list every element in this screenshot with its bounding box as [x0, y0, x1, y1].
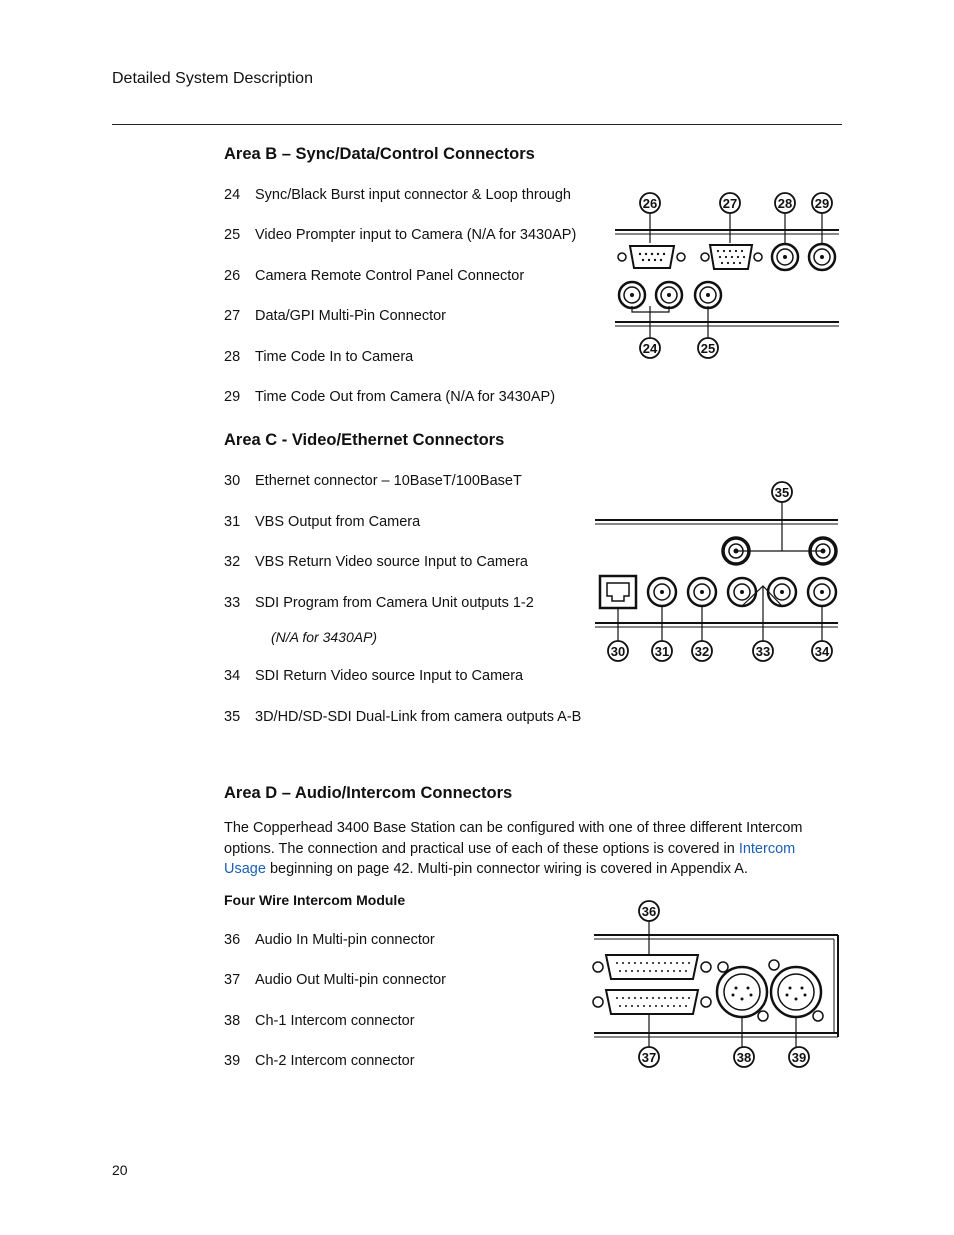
item-text: Ch-2 Intercom connector — [255, 1053, 415, 1069]
callout-label: 36 — [641, 904, 657, 919]
item-text: SDI Program from Camera Unit outputs 1-2 — [255, 595, 534, 611]
list-item — [224, 709, 581, 725]
intro-paragraph — [224, 818, 824, 880]
callout-label: 37 — [641, 1050, 657, 1065]
intercom-usage-link[interactable]: Intercom Usage — [224, 840, 796, 877]
item-number: 37 — [224, 972, 241, 988]
area-b-connector-diagram — [610, 188, 842, 363]
list-item — [224, 187, 571, 203]
list-item — [224, 668, 523, 684]
callout-label: 33 — [755, 644, 771, 659]
callout-label: 30 — [610, 644, 626, 659]
callout-label: 34 — [814, 644, 830, 659]
list-item — [224, 932, 435, 948]
item-number: 39 — [224, 1053, 241, 1069]
callout-label: 28 — [777, 196, 793, 211]
area-d-connector-diagram — [586, 898, 842, 1074]
list-item — [224, 308, 446, 324]
callout-label: 26 — [642, 196, 658, 211]
item-text: VBS Output from Camera — [255, 514, 421, 530]
list-item — [224, 514, 420, 530]
item-text: VBS Return Video source Input to Camera — [255, 554, 528, 570]
item-number: 38 — [224, 1013, 241, 1029]
item-text: Time Code In to Camera — [255, 349, 414, 365]
item-text: Audio Out Multi-pin connector — [255, 972, 447, 988]
callout-label: 29 — [814, 196, 830, 211]
area-c-connector-diagram — [592, 480, 842, 668]
item-text: SDI Return Video source Input to Camera — [255, 668, 524, 684]
list-item — [224, 349, 413, 365]
item-number: 33 — [224, 595, 241, 611]
paragraph-text: The Copperhead 3400 Base Station can be configured with one of three different Intercom options. The connection and practical use of each of these options is covered in — [224, 820, 803, 857]
item-text: Camera Remote Control Panel Connector — [255, 268, 525, 284]
list-item — [224, 972, 446, 988]
area-c-heading: Area C - Video/Ethernet Connectors — [224, 431, 505, 449]
item-number: 35 — [224, 709, 241, 725]
module-subheading: Four Wire Intercom Module — [224, 892, 406, 908]
list-item — [224, 473, 522, 489]
callout-label: 27 — [722, 196, 738, 211]
callout-label: 35 — [774, 485, 790, 500]
list-item — [224, 389, 555, 405]
list-item — [224, 1013, 415, 1029]
header-rule — [112, 124, 842, 125]
item-number: 24 — [224, 187, 241, 203]
area-d-heading: Area D – Audio/Intercom Connectors — [224, 784, 513, 802]
item-number: 28 — [224, 349, 241, 365]
area-b-heading: Area B – Sync/Data/Control Connectors — [224, 145, 535, 163]
item-number: 26 — [224, 268, 241, 284]
item-number: 30 — [224, 473, 241, 489]
item-number: 25 — [224, 227, 241, 243]
item-text: Ch-1 Intercom connector — [255, 1013, 415, 1029]
callout-label: 32 — [694, 644, 710, 659]
callout-label: 31 — [654, 644, 670, 659]
item-number: 31 — [224, 514, 241, 530]
running-header: Detailed System Description — [112, 70, 313, 87]
paragraph-text: beginning on page 42. Multi-pin connector wiring is covered in Appendix A. — [265, 861, 748, 877]
list-item — [224, 595, 534, 611]
callout-label: 24 — [642, 341, 658, 356]
page-number: 20 — [112, 1162, 128, 1178]
item-text: Video Prompter input to Camera (N/A for 3430AP) — [255, 227, 577, 243]
item-number: 36 — [224, 932, 241, 948]
item-text: 3D/HD/SD-SDI Dual-Link from camera outputs A-B — [255, 709, 582, 725]
item-note: (N/A for 3430AP) — [271, 629, 378, 645]
item-text: Audio In Multi-pin connector — [255, 932, 435, 948]
list-item — [224, 227, 576, 243]
list-item — [224, 1053, 415, 1069]
item-number: 27 — [224, 308, 241, 324]
item-number: 29 — [224, 389, 241, 405]
list-item — [224, 268, 524, 284]
item-number: 34 — [224, 668, 241, 684]
callout-label: 39 — [791, 1050, 807, 1065]
item-number: 32 — [224, 554, 241, 570]
list-item — [224, 554, 528, 570]
item-text: Time Code Out from Camera (N/A for 3430AP) — [255, 389, 556, 405]
callout-label: 25 — [700, 341, 716, 356]
item-text: Data/GPI Multi-Pin Connector — [255, 308, 446, 324]
item-text: Ethernet connector – 10BaseT/100BaseT — [255, 473, 522, 489]
item-text: Sync/Black Burst input connector & Loop through — [255, 187, 571, 203]
callout-label: 38 — [736, 1050, 752, 1065]
